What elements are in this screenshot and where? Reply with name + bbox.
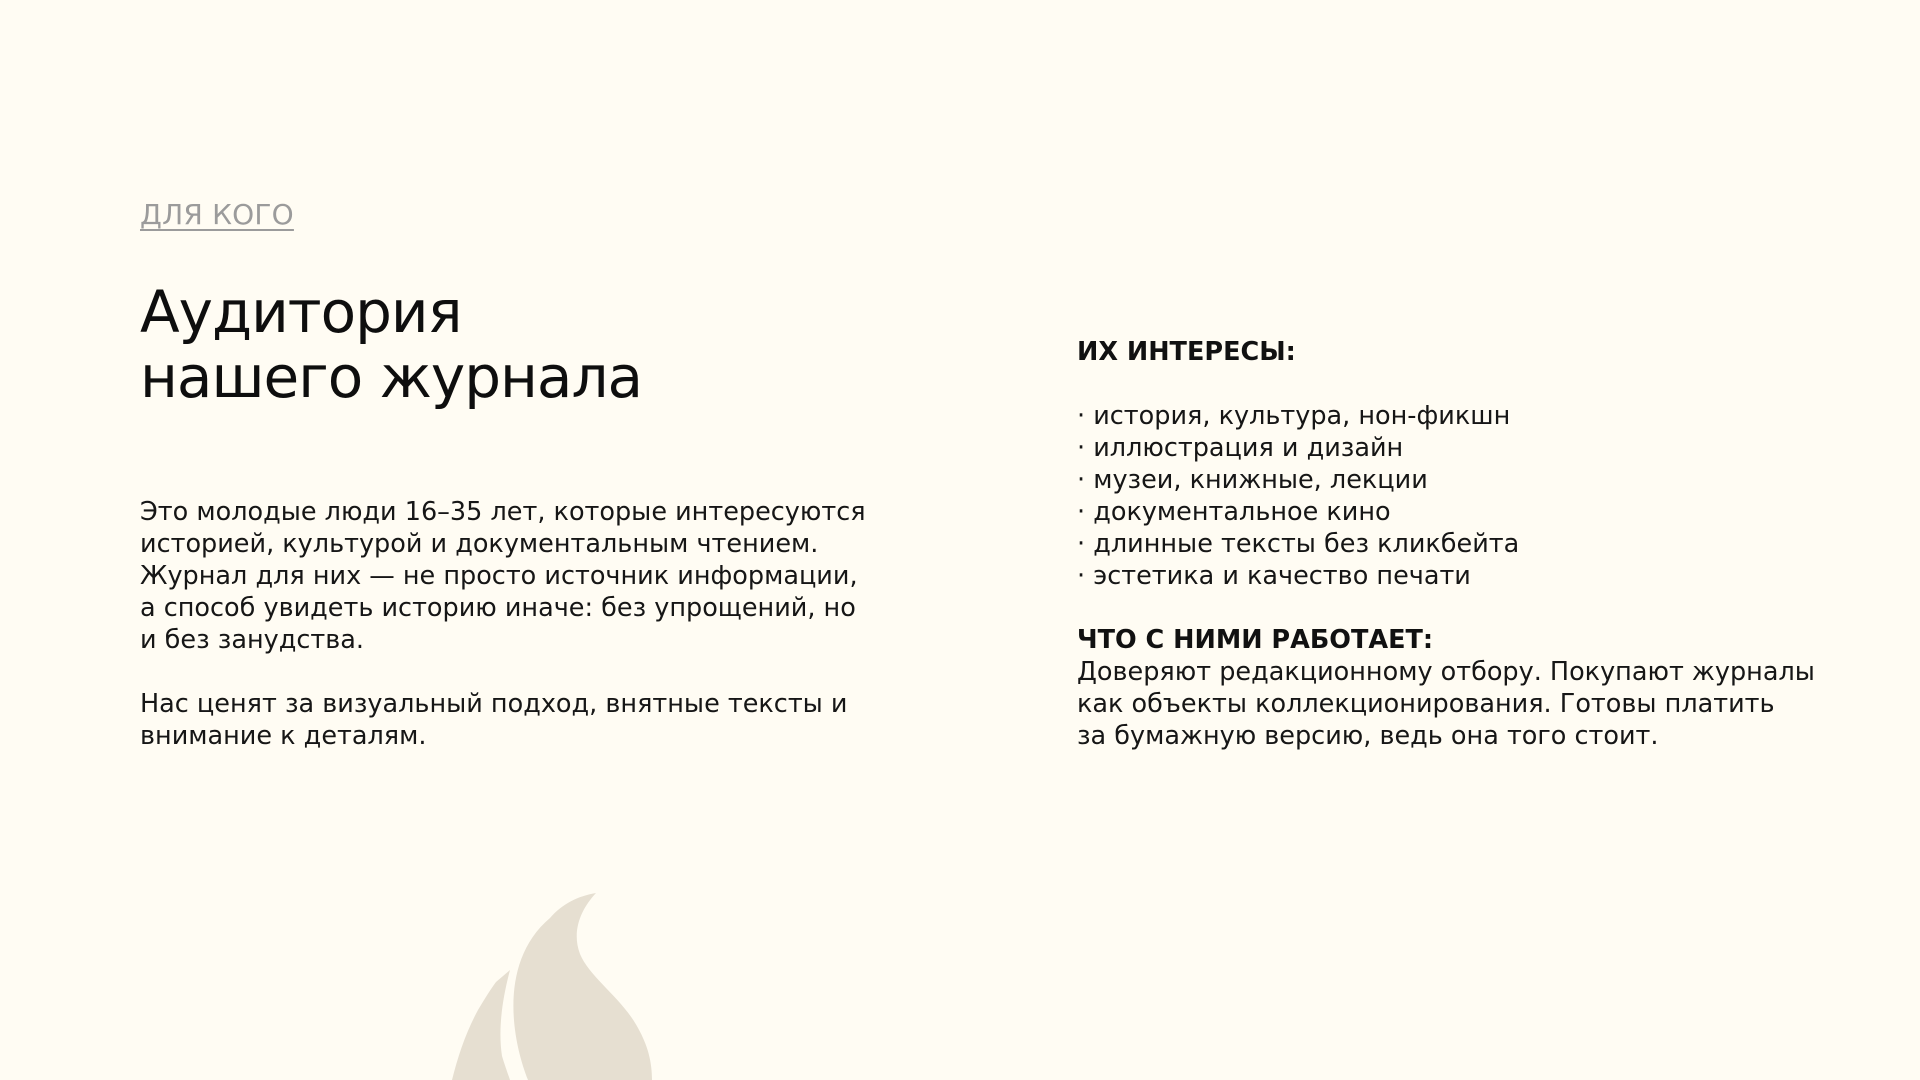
description-paragraph-1: Это молодые люди 16–35 лет, которые интересуются историей, культурой и документальным чтением. Журнал для них — не просто источник информации, а способ увидеть историю иначе: без упрощений, но и без занудства. — [140, 497, 866, 655]
section-label[interactable]: ДЛЯ КОГО — [140, 198, 294, 231]
interests-heading: ИХ ИНТЕРЕСЫ: — [1077, 337, 1296, 367]
description-paragraph-2: Нас ценят за визуальный подход, внятные тексты и внимание к деталям. — [140, 689, 848, 751]
flame-icon — [450, 890, 680, 1080]
interest-item: · музеи, книжные, лекции — [1077, 465, 1428, 495]
what-works-text — [1077, 656, 1837, 752]
interest-item: · документальное кино — [1077, 497, 1391, 527]
flame-tongue-right — [513, 893, 652, 1080]
what-works-line-2: как объекты коллекционирования. Готовы платить — [1077, 689, 1775, 719]
interest-item: · история, культура, нон-фикшн — [1077, 401, 1511, 431]
title-line-2: нашего журнала — [140, 343, 643, 411]
audience-description — [140, 496, 880, 752]
page-title — [140, 280, 642, 410]
what-works-heading: ЧТО С НИМИ РАБОТАЕТ: — [1077, 625, 1434, 655]
interest-item: · эстетика и качество печати — [1077, 561, 1471, 591]
flame-tongue-left — [452, 970, 510, 1080]
title-line-1: Аудитория — [140, 278, 462, 346]
audience-details — [1077, 336, 1837, 752]
interest-item: · иллюстрация и дизайн — [1077, 433, 1404, 463]
interests-list — [1077, 400, 1837, 592]
what-works-line-1: Доверяют редакционному отбору. Покупают журналы — [1077, 657, 1815, 687]
interest-item: · длинные тексты без кликбейта — [1077, 529, 1520, 559]
what-works-line-3: за бумажную версию, ведь она того стоит. — [1077, 721, 1659, 751]
